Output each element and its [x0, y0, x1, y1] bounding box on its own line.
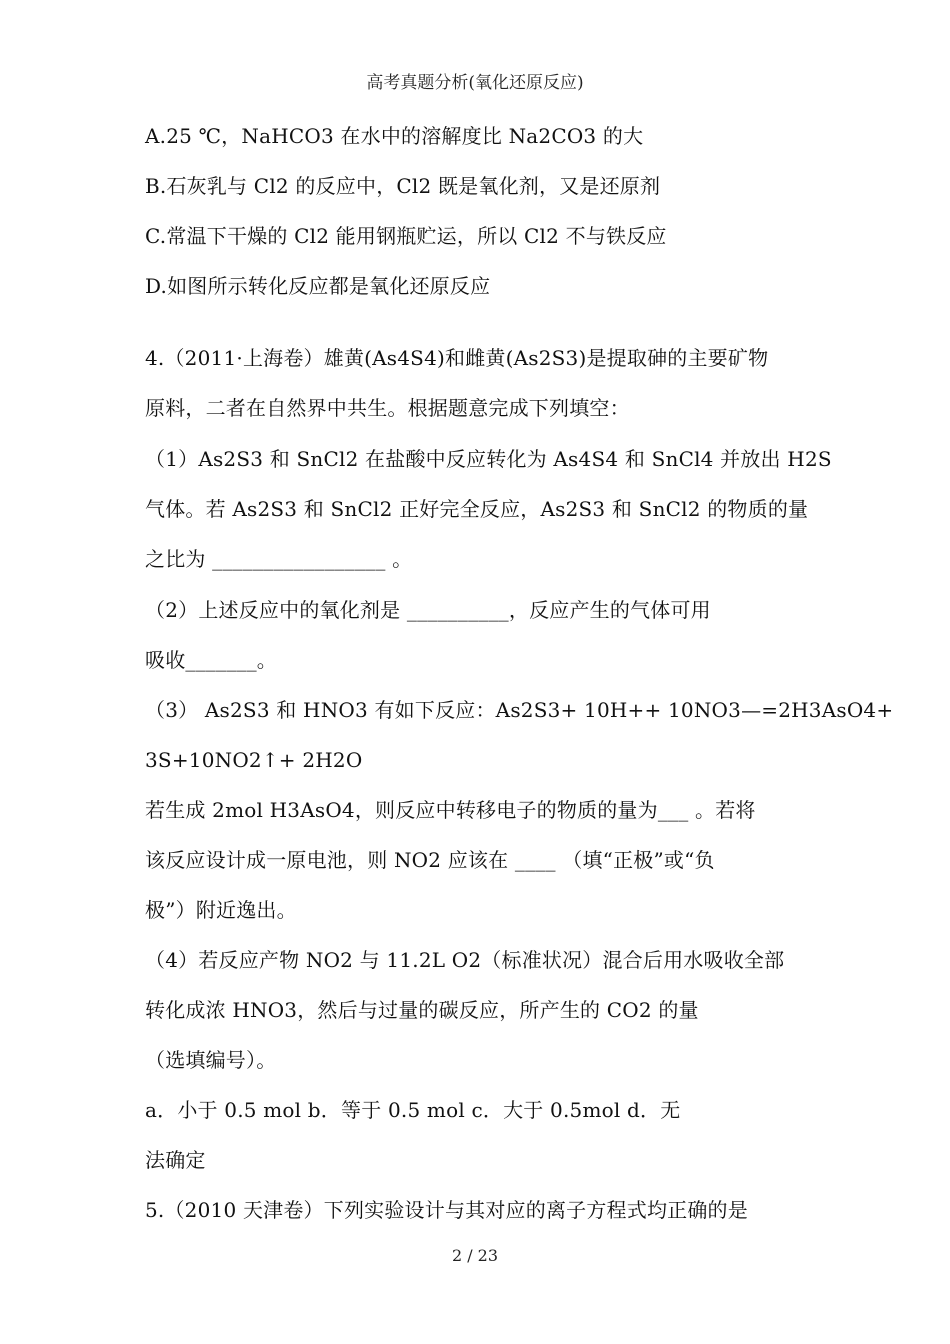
q4-part1-line2: 气体。若 As2S3 和 SnCl2 正好完全反应，As2S3 和 SnCl2 的物质的量: [145, 497, 809, 521]
q4-part2-line1: （2）上述反应中的氧化剂是 __________，反应产生的气体可用: [145, 598, 711, 622]
page-header: 高考真题分析(氧化还原反应): [366, 73, 584, 93]
q4-part4-line3: （选填编号）。: [145, 1048, 277, 1072]
q4-part4-choices: a．小于 0.5 mol b．等于 0.5 mol c．大于 0.5mol d．无: [145, 1098, 681, 1122]
q4-part3-line1: （3） As2S3 和 HNO3 有如下反应：As2S3+ 10H++ 10NO3—=2H3AsO4+: [145, 698, 894, 722]
option-d: D.如图所示转化反应都是氧化还原反应: [145, 274, 491, 298]
option-a: A.25 ℃，NaHCO3 在水中的溶解度比 Na2CO3 的大: [145, 124, 644, 148]
q4-part1-line3: 之比为 _________________ 。: [145, 547, 413, 571]
q4-part4-line2: 转化成浓 HNO3，然后与过量的碳反应，所产生的 CO2 的量: [145, 998, 699, 1022]
question-5-title: 5.（2010 天津卷）下列实验设计与其对应的离子方程式均正确的是: [145, 1198, 748, 1222]
q4-part4-line1: （4）若反应产物 NO2 与 11.2L O2（标准状况）混合后用水吸收全部: [145, 948, 785, 972]
q4-part3-line4: 该反应设计成一原电池，则 NO2 应该在 ____ （填“正极”或“负: [145, 848, 715, 872]
option-b: B.石灰乳与 Cl2 的反应中，Cl2 既是氧化剂，又是还原剂: [145, 174, 661, 198]
page-number: 2 / 23: [451, 1246, 499, 1265]
q4-part4-choices-cont: 法确定: [145, 1148, 206, 1172]
q4-part3-equation: 3S+10NO2↑+ 2H2O: [145, 748, 363, 772]
question-4-intro: 原料，二者在自然界中共生。根据题意完成下列填空：: [145, 396, 630, 420]
question-4-title: 4.（2011·上海卷）雄黄(As4S4)和雌黄(As2S3)是提取砷的主要矿物: [145, 346, 769, 370]
q4-part3-line5: 极”）附近逸出。: [145, 898, 297, 922]
q4-part1-line1: （1）As2S3 和 SnCl2 在盐酸中反应转化为 As4S4 和 SnCl4 并放出 H2S: [145, 447, 832, 471]
q4-part2-line2: 吸收_______。: [145, 648, 277, 672]
q4-part3-line3: 若生成 2mol H3AsO4，则反应中转移电子的物质的量为___ 。若将: [145, 798, 756, 822]
option-c: C.常温下干燥的 Cl2 能用钢瓶贮运，所以 Cl2 不与铁反应: [145, 224, 667, 248]
